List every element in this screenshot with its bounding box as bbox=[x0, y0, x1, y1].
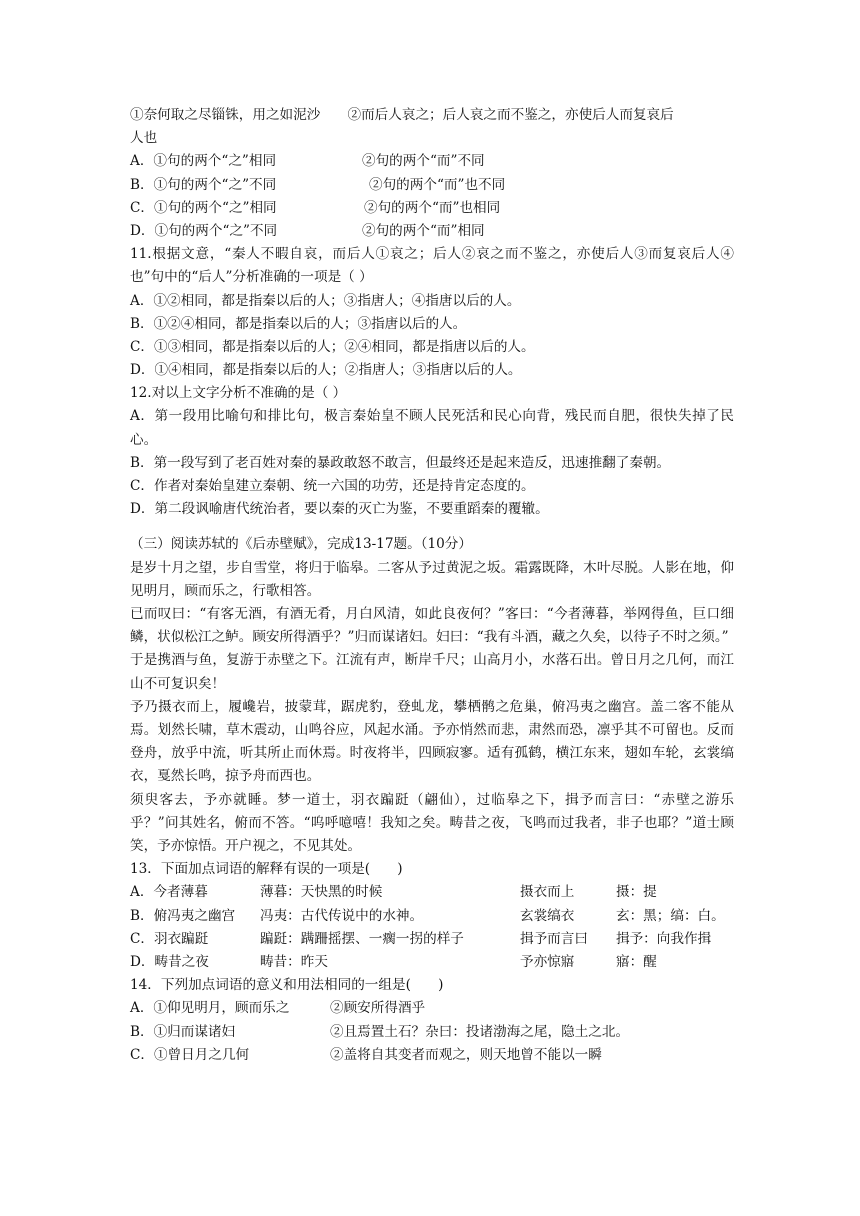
q14-row-b-part2: ②且焉置土石？杂曰：投诸渤海之尾，隐土之北。 bbox=[330, 1023, 630, 1040]
q14-stem: 14．下列加点词语的意义和用法相同的一组是( ) bbox=[130, 977, 444, 994]
passage-paragraph-5: 须臾客去，予亦就睡。梦一道士，羽衣蹁跹（翩仙），过临皋之下，揖予而言曰：“赤壁之游乐乎？”问其姓名，俯而不答。“呜呼噫嘻！我知之矣。畴昔之夜，飞鸣而过我者，非子也耶？”道士顾笑，予亦惊悟。开户视之，不见其处。 bbox=[130, 791, 734, 855]
question-13 bbox=[130, 858, 734, 974]
q10-option-c-part1: C．①句的两个“之”相同 bbox=[130, 199, 277, 216]
q13-row-a bbox=[130, 881, 734, 904]
q10-option-b-part2: ②句的两个“而”也不同 bbox=[369, 176, 506, 193]
exam-page bbox=[130, 104, 734, 1067]
passage-paragraph-4: 予乃摄衣而上，履巉岩，披蒙茸，踞虎豹，登虬龙，攀栖鹘之危巢，俯冯夷之幽宫。盖二客不能从焉。划然长啸，草木震动，山鸣谷应，风起水涌。予亦悄然而悲，肃然而恐，凛乎其不可留也。反而登舟，放乎中流，听其所止而休焉。时夜将半，四顾寂寥。适有孤鹤，横江东来，翅如车轮，玄裳缟衣，戛然长鸣，掠予舟而西也。 bbox=[130, 698, 734, 785]
q10-option-a-part2: ②句的两个“而”不同 bbox=[362, 153, 485, 170]
q10-option-c bbox=[130, 197, 734, 220]
q13-stem: 13．下面加点词语的解释有误的一项是( ) bbox=[130, 861, 403, 878]
q11-option-b: B．①②④相同，都是指秦以后的人；③指唐以后的人。 bbox=[130, 315, 467, 332]
q13-row-d bbox=[130, 951, 734, 974]
q13-row-b-explain2: 玄：黑；缟：白。 bbox=[616, 907, 725, 924]
q13-row-a-word1: A．今者薄暮 bbox=[130, 884, 208, 901]
q14-row-b bbox=[130, 1021, 734, 1044]
q13-row-b-word2: 玄裳缟衣 bbox=[520, 907, 575, 924]
q11-stem: 11.根据文意，“秦人不暇自哀，而后人①哀之；后人②哀之而不鉴之，亦使后人③而复哀后人④也”句中的“后人”分析准确的一项是（ ） bbox=[130, 246, 734, 286]
section-3 bbox=[130, 533, 734, 858]
q12-stem: 12.对以上文字分析不准确的是（ ） bbox=[130, 385, 347, 402]
q13-row-a-explain1: 薄暮：天快黑的时候 bbox=[260, 884, 383, 901]
q12-option-c: C．作者对秦始皇建立秦朝、统一六国的功劳，还是持肯定态度的。 bbox=[130, 478, 535, 495]
q10-option-d-part2: ②句的两个“而”相同 bbox=[362, 222, 485, 239]
question-10 bbox=[130, 104, 734, 243]
q10-stem-line1: ①奈何取之尽锱铢，用之如泥沙 ②而后人哀之；后人哀之而不鉴之，亦使后人而复哀后 bbox=[130, 107, 674, 123]
q12-option-a: A．第一段用比喻句和排比句，极言秦始皇不顾人民死活和民心向背，残民而自肥，很快失掉了民心。 bbox=[130, 408, 734, 448]
q13-row-a-explain2: 摄：提 bbox=[616, 884, 657, 901]
q13-row-b bbox=[130, 905, 734, 928]
question-11 bbox=[130, 243, 734, 382]
section-3-heading: （三）阅读苏轼的《后赤壁赋》，完成13-17题。（10分） bbox=[130, 536, 472, 553]
q14-row-a-part1: A．①仰见明月，顾而乐之 bbox=[130, 1000, 290, 1017]
q14-row-a bbox=[130, 997, 734, 1020]
q12-option-b: B．第一段写到了老百姓对秦的暴政敢怒不敢言，但最终还是起来造反，迅速推翻了秦朝。 bbox=[130, 454, 671, 471]
q13-row-a-word2: 摄衣而上 bbox=[520, 884, 575, 901]
q10-option-d bbox=[130, 220, 734, 243]
q13-row-d-explain2: 寤：醒 bbox=[616, 954, 657, 971]
passage-paragraph-1: 是岁十月之望，步自雪堂，将归于临皋。二客从予过黄泥之坂。霜露既降，木叶尽脱。人影在地，仰见明月，顾而乐之，行歌相答。 bbox=[130, 559, 734, 599]
q14-row-c-part2: ②盖将自其变者而观之，则天地曾不能以一瞬 bbox=[330, 1046, 602, 1063]
q14-row-c bbox=[130, 1044, 734, 1067]
q13-row-d-explain1: 畴昔：昨天 bbox=[260, 954, 328, 971]
q14-row-a-part2: ②顾安所得酒乎 bbox=[330, 1000, 426, 1017]
q13-row-c-explain1: 蹁跹：蹒跚摇摆、一瘸一拐的样子 bbox=[260, 930, 464, 947]
q13-row-c-word1: C．羽衣蹁跹 bbox=[130, 930, 209, 947]
q13-row-c-explain2: 揖予：向我作揖 bbox=[616, 930, 712, 947]
question-14 bbox=[130, 974, 734, 1067]
q10-option-d-part1: D．①句的两个“之”不同 bbox=[130, 222, 278, 239]
q13-row-d-word1: D．畴昔之夜 bbox=[130, 954, 209, 971]
q13-row-c-word2: 揖予而言曰 bbox=[520, 930, 588, 947]
q10-stem-line2: 人也 bbox=[130, 130, 158, 147]
q10-option-a bbox=[130, 150, 734, 173]
q10-option-b-part1: B．①句的两个“之”不同 bbox=[130, 176, 277, 193]
q13-row-b-word1: B．俯冯夷之幽宫 bbox=[130, 907, 236, 924]
question-12 bbox=[130, 382, 734, 521]
q14-row-c-part1: C．①曾日月之几何 bbox=[130, 1046, 250, 1063]
q11-option-d: D．①④相同，都是指秦以后的人；②指唐人；③指唐以后的人。 bbox=[130, 362, 522, 379]
q14-row-b-part1: B．①归而谋诸妇 bbox=[130, 1023, 236, 1040]
q10-option-b bbox=[130, 174, 734, 197]
passage-paragraph-3: 于是携酒与鱼，复游于赤壁之下。江流有声，断岸千尺；山高月小，水落石出。曾日月之几何，而江山不可复识矣！ bbox=[130, 652, 734, 692]
passage-paragraph-2: 已而叹曰：“有客无酒，有酒无肴，月白风清，如此良夜何？”客曰：“今者薄暮，举网得鱼，巨口细鳞，状似松江之鲈。顾安所得酒乎？”归而谋诸妇。妇曰：“我有斗酒，藏之久矣，以待子不时之须。” bbox=[130, 606, 734, 646]
q11-option-c: C．①③相同，都是指秦以后的人；②④相同，都是指唐以后的人。 bbox=[130, 338, 535, 355]
q12-option-d: D．第二段讽喻唐代统治者，要以秦的灭亡为鉴，不要重蹈秦的覆辙。 bbox=[130, 501, 549, 518]
q10-option-a-part1: A．①句的两个“之”相同 bbox=[130, 153, 277, 170]
q10-option-c-part2: ②句的两个“而”也相同 bbox=[364, 199, 501, 216]
q13-row-d-word2: 予亦惊寤 bbox=[520, 954, 575, 971]
q13-row-c bbox=[130, 928, 734, 951]
q11-option-a: A．①②相同，都是指秦以后的人；③指唐人；④指唐以后的人。 bbox=[130, 292, 521, 309]
q13-row-b-explain1: 冯夷：古代传说中的水神。 bbox=[260, 907, 424, 924]
